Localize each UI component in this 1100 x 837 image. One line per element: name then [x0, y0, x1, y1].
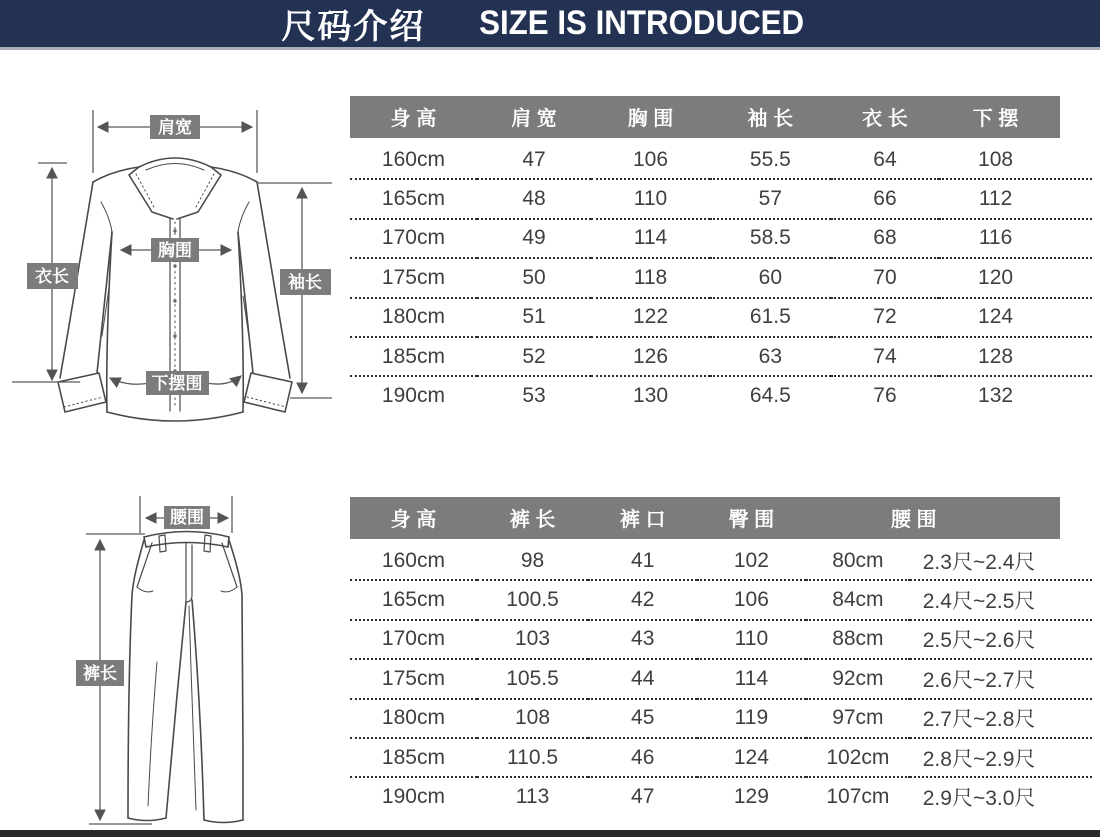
column-header: 身 高 [390, 508, 437, 531]
table-cell: 2.3尺~2.4尺 [910, 542, 1092, 580]
shirt-size-table-section [350, 96, 1092, 415]
table-cell: 128 [939, 337, 1092, 376]
bottom-divider-bar [0, 830, 1100, 837]
column-header: 臀 围 [728, 508, 775, 531]
table-cell: 2.6尺~2.7尺 [910, 659, 1092, 698]
table-row [350, 219, 1092, 258]
table-cell: 106 [591, 141, 710, 179]
garment-length-label: 衣长 [35, 267, 69, 286]
table-row [350, 298, 1092, 337]
table-cell: 190cm [381, 384, 445, 408]
table-cell: 84cm [806, 580, 911, 619]
table-cell: 113 [515, 785, 550, 809]
table-cell: 190cm [381, 785, 445, 809]
table-cell: 48 [477, 179, 591, 218]
header-row [350, 96, 1092, 141]
table-cell: 112 [939, 179, 1092, 218]
table-cell: 46 [588, 738, 697, 777]
table-cell: 2.4尺~2.5尺 [910, 580, 1092, 619]
table-row [350, 337, 1092, 376]
table-cell: 165cm [350, 179, 477, 218]
banner-title-en: SIZE IS INTRODUCED [479, 4, 805, 42]
table-cell: 2.9尺~3.0尺 [922, 787, 1036, 811]
table-cell: 72 [831, 298, 939, 337]
table-cell: 180cm [350, 699, 477, 738]
table-cell: 105.5 [477, 659, 588, 698]
table-cell: 160cm [350, 141, 477, 179]
table-cell: 64.5 [749, 384, 791, 408]
table-cell: 185cm [350, 738, 477, 777]
table-cell: 49 [477, 219, 591, 258]
column-header: 身 高 [390, 107, 437, 130]
table-cell: 107cm [826, 785, 890, 809]
table-cell: 61.5 [710, 298, 831, 337]
pants-size-table-section [350, 497, 1092, 816]
column-header: 裤 口 [619, 508, 666, 531]
column-header: 肩 宽 [511, 107, 557, 130]
header-row [350, 497, 1092, 542]
sleeve-length-label: 袖长 [288, 273, 322, 292]
table-row [350, 179, 1092, 218]
table-cell: 92cm [806, 659, 911, 698]
column-header: 衣 长 [862, 107, 908, 130]
table-cell: 102 [697, 542, 805, 580]
table-cell: 51 [477, 298, 591, 337]
table-cell: 175cm [350, 258, 477, 297]
table-row [350, 542, 1092, 580]
table-cell: 126 [591, 337, 710, 376]
table-cell: 68 [831, 219, 939, 258]
pants-diagram [0, 450, 345, 837]
table-cell: 64 [831, 141, 939, 179]
pants-size-table [350, 497, 1092, 816]
table-cell: 110 [591, 179, 710, 218]
waist-label: 腰围 [170, 508, 204, 527]
table-cell: 175cm [350, 659, 477, 698]
table-cell: 116 [939, 219, 1092, 258]
table-cell: 124 [697, 738, 805, 777]
table-cell: 55.5 [710, 141, 831, 179]
table-cell: 52 [477, 337, 591, 376]
table-cell: 76 [873, 384, 897, 408]
table-cell: 119 [697, 699, 805, 738]
table-cell: 2.8尺~2.9尺 [910, 738, 1092, 777]
table-row [350, 659, 1092, 698]
hem-circumference-label: 下摆围 [151, 374, 203, 393]
table-cell: 2.5尺~2.6尺 [910, 620, 1092, 659]
column-header: 胸 围 [627, 107, 674, 130]
table-cell: 110 [697, 620, 805, 659]
table-cell: 129 [733, 785, 769, 809]
table-cell: 180cm [350, 298, 477, 337]
table-row [350, 141, 1092, 179]
column-header: 腰 围 [891, 508, 937, 531]
table-row [350, 620, 1092, 659]
pants-length-label: 裤长 [83, 664, 117, 683]
shirt-diagram [0, 60, 345, 450]
table-cell: 44 [588, 659, 697, 698]
table-cell: 43 [588, 620, 697, 659]
table-cell: 74 [831, 337, 939, 376]
table-cell: 70 [831, 258, 939, 297]
table-cell: 98 [477, 542, 588, 580]
header-banner [0, 0, 1100, 50]
table-cell: 88cm [806, 620, 911, 659]
shirt-size-table [350, 96, 1092, 415]
table-cell: 47 [477, 141, 591, 179]
table-cell: 122 [591, 298, 710, 337]
table-cell: 63 [710, 337, 831, 376]
table-row [350, 258, 1092, 297]
column-header: 裤 长 [509, 508, 556, 531]
table-cell: 185cm [350, 337, 477, 376]
table-row [350, 699, 1092, 738]
table-cell: 114 [591, 219, 710, 258]
table-cell: 120 [939, 258, 1092, 297]
table-cell: 102cm [806, 738, 911, 777]
table-cell: 130 [632, 384, 669, 408]
table-cell: 45 [588, 699, 697, 738]
table-cell: 170cm [350, 620, 477, 659]
column-header: 袖 长 [747, 107, 794, 130]
table-cell: 100.5 [477, 580, 588, 619]
table-cell: 114 [697, 659, 805, 698]
table-cell: 124 [939, 298, 1092, 337]
shoulder-width-label: 肩宽 [158, 118, 192, 137]
table-cell: 110.5 [477, 738, 588, 777]
table-cell: 58.5 [710, 219, 831, 258]
pants-dimension-labels [76, 506, 210, 686]
table-cell: 50 [477, 258, 591, 297]
table-cell: 170cm [350, 219, 477, 258]
column-header: 下 摆 [972, 107, 1019, 130]
table-row [350, 376, 1092, 414]
chest-label: 胸围 [158, 241, 192, 260]
table-cell: 41 [588, 542, 697, 580]
table-cell: 53 [522, 384, 546, 408]
table-cell: 42 [588, 580, 697, 619]
table-row [350, 580, 1092, 619]
table-cell: 80cm [806, 542, 911, 580]
table-cell: 108 [477, 699, 588, 738]
table-cell: 108 [939, 141, 1092, 179]
table-cell: 60 [710, 258, 831, 297]
banner-title-zh: 尺码介绍 [281, 8, 426, 46]
table-cell: 103 [477, 620, 588, 659]
table-row [350, 777, 1092, 815]
pants-outline [128, 532, 243, 823]
table-cell: 132 [978, 384, 1014, 408]
table-cell: 106 [697, 580, 805, 619]
table-cell: 160cm [350, 542, 477, 580]
table-cell: 97cm [806, 699, 911, 738]
table-cell: 118 [591, 258, 710, 297]
table-cell: 57 [710, 179, 831, 218]
table-cell: 165cm [350, 580, 477, 619]
table-row [350, 738, 1092, 777]
table-cell: 2.7尺~2.8尺 [910, 699, 1092, 738]
table-cell: 47 [631, 785, 655, 809]
table-cell: 66 [831, 179, 939, 218]
